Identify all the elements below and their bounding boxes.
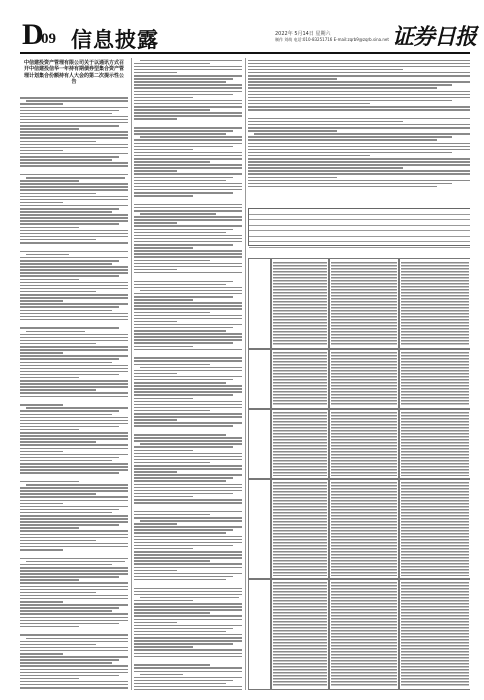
editor-contact: 制作 刘萌 电话:010-83251716 E-mail:zqrb9@zqrb.sina.net [275,37,389,42]
header-rule [20,52,470,54]
table-cell [270,408,330,480]
table-cell [398,348,470,410]
page-content [20,58,470,690]
column-divider [245,58,246,690]
column-divider [131,58,132,690]
table-cell [270,578,330,690]
body-text-block [248,60,470,188]
column-3 [248,58,470,690]
masthead [0,0,484,56]
table-cell [328,408,400,480]
table-cell [328,478,400,580]
newspaper-logo: 证券日报 [392,24,477,50]
table-cell [328,258,400,350]
table-cell [248,258,272,350]
summary-table [248,208,470,246]
column-1 [20,58,128,690]
body-text-block [134,60,242,690]
issue-date: 2022年 5月14日 星期六 [275,31,331,37]
body-text-block [20,92,128,690]
table-cell [248,348,272,410]
table-cell [270,478,330,580]
table-cell [398,578,470,690]
table-row [249,242,470,248]
table-cell [398,408,470,480]
table-cell [248,578,272,690]
section-title: 信息披露 [71,27,159,52]
table-cell [248,408,272,480]
table-cell [398,258,470,350]
table-cell [398,478,470,580]
table-cell [248,478,272,580]
section-letter: D [22,18,43,51]
announcement-title: 中信建投资产管理有限公司关于以通讯方式召开中信建投信华一年持有期债券型集合资产管理计划集合份额持有人大会的第二次提示性公告 [23,60,124,86]
comparison-table [248,258,470,688]
table-cell [270,258,330,350]
column-2 [134,58,242,690]
table-cell [328,348,400,410]
table-cell [328,578,400,690]
section-number: 09 [41,31,56,47]
table-cell [270,348,330,410]
